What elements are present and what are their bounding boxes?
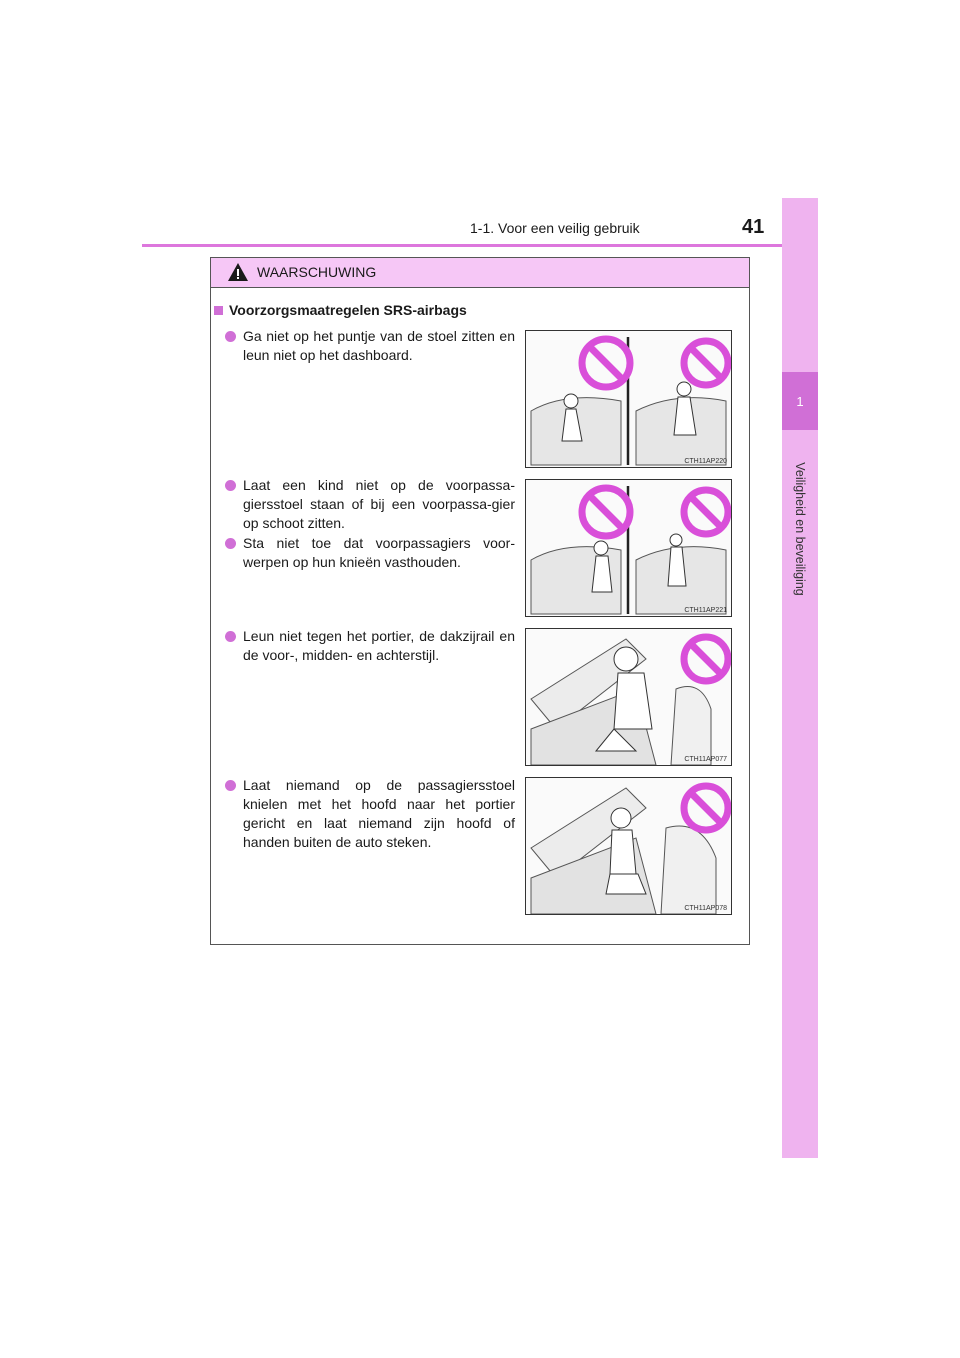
illustration-kneeling-seat bbox=[525, 777, 732, 915]
prohibition-icon bbox=[684, 490, 728, 534]
square-bullet-icon bbox=[214, 306, 223, 315]
list-item bbox=[225, 327, 515, 365]
page-number: 41 bbox=[742, 216, 765, 238]
bullet-icon bbox=[225, 631, 236, 642]
image-code: CTH11AP077 bbox=[684, 756, 727, 763]
bullet-icon bbox=[225, 331, 236, 342]
warning-subheading bbox=[214, 302, 467, 318]
illustration-sitting-forward bbox=[525, 330, 732, 468]
illustration-leaning-door bbox=[525, 628, 732, 766]
bullet-icon bbox=[225, 780, 236, 791]
header-rule bbox=[142, 244, 818, 247]
chapter-number: 1 bbox=[782, 372, 818, 430]
list-item bbox=[225, 534, 515, 572]
prohibition-icon bbox=[684, 637, 728, 681]
list-item-text: Leun niet tegen het portier, de dakzijrail en de voor-, midden- en achterstijl. bbox=[243, 628, 515, 663]
prohibition-icon bbox=[582, 339, 630, 387]
prohibition-icon bbox=[684, 341, 728, 385]
warning-triangle-icon bbox=[227, 262, 249, 287]
image-code: CTH11AP220 bbox=[684, 458, 727, 465]
warning-title: WAARSCHUWING bbox=[257, 264, 377, 280]
list-item-text: Ga niet op het puntje van de stoel zitten en leun niet op het dashboard. bbox=[243, 328, 515, 363]
list-item-text: Laat niemand op de passagiersstoel knielen met het hoofd naar het portier gericht en laat niemand zijn hoofd of handen buiten de auto steken. bbox=[243, 777, 515, 850]
list-item bbox=[225, 627, 515, 665]
list-item bbox=[225, 776, 515, 852]
subheading-text: Voorzorgsmaatregelen SRS-airbags bbox=[229, 302, 467, 318]
section-title: 1-1. Voor een veilig gebruik bbox=[470, 220, 640, 236]
prohibition-icon bbox=[582, 488, 630, 536]
chapter-side-tab bbox=[782, 198, 818, 1158]
image-code: CTH11AP221 bbox=[684, 607, 727, 614]
bullet-icon bbox=[225, 480, 236, 491]
image-code: CTH11AP078 bbox=[684, 905, 727, 912]
list-item-text: Laat een kind niet op de voorpassa-giersstoel staan of bij een voorpassa-gier op schoot zitten. bbox=[243, 477, 515, 531]
warning-header bbox=[211, 258, 749, 288]
prohibition-icon bbox=[684, 786, 728, 830]
list-item-text: Sta niet toe dat voorpassagiers voor-werpen op hun knieën vasthouden. bbox=[243, 535, 515, 570]
illustration-child-on-seat bbox=[525, 479, 732, 617]
list-item bbox=[225, 476, 515, 533]
chapter-label: Veiligheid en beveiliging bbox=[793, 462, 807, 596]
bullet-icon bbox=[225, 538, 236, 549]
